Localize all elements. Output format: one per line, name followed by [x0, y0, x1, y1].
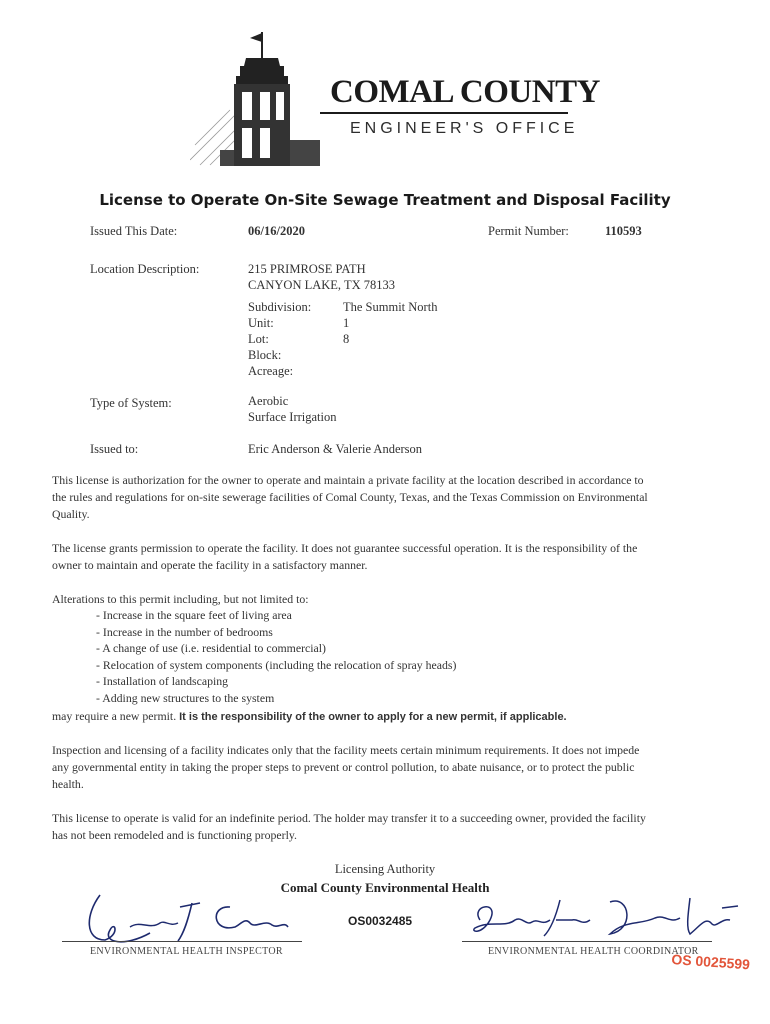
alterations-intro: Alterations to this permit including, but not limited to:: [52, 592, 309, 606]
system-type-line1: Aerobic: [248, 394, 289, 408]
paragraph-authorization: This license is authorization for the owner to operate and maintain a private facility at the location described in accordance to the rules and regulations for on-site sewerage facilities of Comal County, Texas, and the Texas Commission on Environmental Quality.: [52, 473, 648, 521]
alterations-list: [96, 607, 456, 706]
permit-note: [52, 708, 692, 726]
lot-value: 8: [343, 332, 350, 346]
permit-note-bold: It is the responsibility of the owner to apply for a new permit, if applicable.: [179, 711, 567, 723]
paragraph-inspection: Inspection and licensing of a facility indicates only that the facility meets certain minimum requirements. It does not impede any governmental entity in taking the proper steps to prevent or control pollution, to abate nuisance, or to protect the public health.: [52, 743, 640, 791]
block-label: Block:: [248, 348, 282, 362]
issued-to-label: Issued to:: [90, 442, 139, 456]
lot-label: Lot:: [248, 332, 269, 346]
inspector-title: ENVIRONMENTAL HEALTH INSPECTOR: [90, 946, 283, 957]
location-label: Location Description:: [90, 262, 200, 276]
issued-date-label: Issued This Date:: [90, 224, 178, 238]
permit-note-text: may require a new permit.: [52, 709, 177, 723]
issued-date-value: 06/16/2020: [248, 224, 305, 238]
inspector-signature-line: [62, 941, 302, 942]
issued-to-value: Eric Anderson & Valerie Anderson: [248, 442, 423, 456]
permit-number-value: 110593: [605, 224, 642, 238]
coordinator-signature-line: [462, 941, 712, 942]
address-line2: CANYON LAKE, TX 78133: [248, 278, 395, 292]
address-line1: 215 PRIMROSE PATH: [248, 262, 366, 276]
permit-number-label: Permit Number:: [488, 224, 569, 238]
list-item: - Installation of landscaping: [96, 673, 456, 690]
coordinator-title: ENVIRONMENTAL HEALTH COORDINATOR: [488, 946, 699, 957]
office-name: ENGINEER'S OFFICE: [350, 120, 579, 137]
list-item: - Adding new structures to the system: [96, 690, 456, 707]
paragraph-validity: This license to operate is valid for an indefinite period. The holder may transfer it to a succeeding owner, provided the facility has not been remodeled and is functioning properly.: [52, 811, 646, 842]
authority-name: Comal County Environmental Health: [280, 880, 490, 895]
system-type-line2: Surface Irrigation: [248, 410, 337, 424]
list-item: - Increase in the square feet of living area: [96, 607, 456, 624]
paragraph-permission: The license grants permission to operate the facility. It does not guarantee successful operation. It is the responsibility of the owner to maintain and operate the facility in a satisfactory manner.: [52, 541, 638, 572]
list-item: - A change of use (i.e. residential to commercial): [96, 640, 456, 657]
document-code: OS0032485: [348, 914, 413, 928]
header-rule: [320, 112, 568, 114]
authority-label: Licensing Authority: [334, 862, 436, 876]
acreage-label: Acreage:: [248, 364, 294, 378]
stamp-number: OS 0025599: [670, 951, 751, 973]
system-type-label: Type of System:: [90, 396, 172, 410]
subdivision-value: The Summit North: [343, 300, 438, 314]
subdivision-label: Subdivision:: [248, 300, 312, 314]
list-item: - Increase in the number of bedrooms: [96, 624, 456, 641]
unit-label: Unit:: [248, 316, 274, 330]
courthouse-logo-icon: [190, 30, 320, 170]
county-name: COMAL COUNTY: [330, 74, 600, 110]
list-item: - Relocation of system components (including the relocation of spray heads): [96, 657, 456, 674]
document-title: License to Operate On-Site Sewage Treatment and Disposal Facility: [99, 191, 671, 209]
unit-value: 1: [343, 316, 350, 330]
